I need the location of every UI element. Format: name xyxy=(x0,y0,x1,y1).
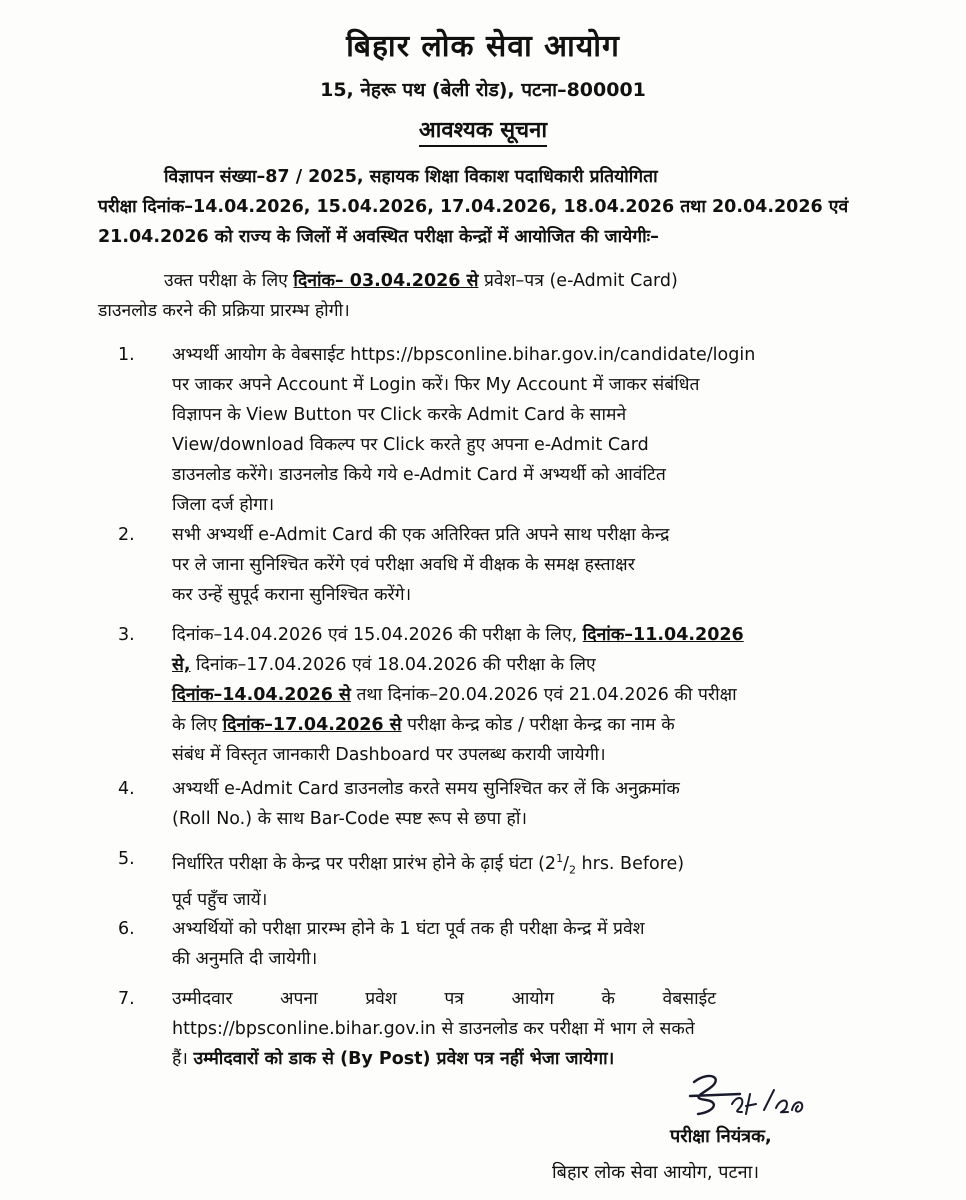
item-line: संबंध में विस्तृत जानकारी Dashboard पर उपलब्ध करायी जायेगी। xyxy=(172,745,606,765)
item-text xyxy=(172,774,862,834)
item5-sup: 1 xyxy=(556,852,564,865)
item-line xyxy=(172,844,862,885)
admit-line-2: डाउनलोड करने की प्रक्रिया प्रारम्भ होगी। xyxy=(98,301,350,321)
item-line: सभी अभ्यर्थी e-Admit Card की एक अतिरिक्त प्रति अपने साथ परीक्षा केन्द्र xyxy=(172,525,670,545)
item-line: पर ले जाना सुनिश्चित करेंगे एवं परीक्षा अवधि में वीक्षक के समक्ष हस्ताक्षर xyxy=(172,555,635,575)
item-line xyxy=(172,650,862,680)
item-line: अभ्यर्थी आयोग के वेबसाईट https://bpsconline.bihar.gov.in/candidate/login xyxy=(172,345,756,365)
item7-l3a: हैं। xyxy=(172,1049,194,1069)
intro-paragraph xyxy=(98,162,860,252)
designation: परीक्षा नियंत्रक, xyxy=(670,1126,772,1147)
item3-date-1: दिनांक–11.04.2026 xyxy=(582,625,744,645)
item-line: उम्मीदवार अपना प्रवेश पत्र आयोग के वेबसाईट xyxy=(172,989,717,1009)
item-text xyxy=(172,914,862,974)
item3-l4c: परीक्षा केन्द्र कोड / परीक्षा केन्द्र का नाम के xyxy=(401,715,675,735)
intro-line-3: 21.04.2026 को राज्य के जिलों में अवस्थित परीक्षा केन्द्रों में आयोजित की जायेगीः– xyxy=(98,227,659,247)
commission-title: बिहार लोक सेवा आयोग xyxy=(346,29,620,64)
office-name: बिहार लोक सेवा आयोग, पटना। xyxy=(552,1162,760,1183)
item3-l2b: दिनांक–17.04.2026 एवं 18.04.2026 की परीक्षा के लिए xyxy=(190,655,596,675)
signature xyxy=(680,1064,840,1124)
item3-l4a: के लिए xyxy=(172,715,223,735)
item3-l3b: तथा दिनांक–20.04.2026 एवं 21.04.2026 की परीक्षा xyxy=(350,685,737,705)
admit-line-1-a: उक्त परीक्षा के लिए xyxy=(164,271,294,291)
item-number: 6. xyxy=(118,919,135,939)
item-line: अभ्यर्थी e-Admit Card डाउनलोड करते समय सुनिश्चित कर लें कि अनुक्रमांक xyxy=(172,779,680,799)
commission-address: 15, नेहरू पथ (बेली रोड), पटना–800001 xyxy=(320,79,646,101)
item-line: पर जाकर अपने Account में Login करें। फिर My Account में जाकर संबंधित xyxy=(172,375,700,395)
item-text xyxy=(172,520,862,610)
item-number: 2. xyxy=(118,525,135,545)
signature-scribble-icon xyxy=(680,1064,840,1124)
item3-date-2: दिनांक–14.04.2026 से xyxy=(172,685,351,705)
item-line: View/download विकल्प पर Click करते हुए अपना e-Admit Card xyxy=(172,435,649,455)
item-number: 4. xyxy=(118,779,135,799)
item5-slash: / xyxy=(563,853,569,874)
item-line: डाउनलोड करेंगे। डाउनलोड किये गये e-Admit Card में अभ्यर्थी को आवंटित xyxy=(172,465,666,485)
item-line: जिला दर्ज होगा। xyxy=(172,495,275,515)
item-line: की अनुमति दी जायेगी। xyxy=(172,949,318,969)
notice-heading-text: आवश्यक सूचना xyxy=(419,118,547,147)
item7-no-post-notice: उम्मीदवारों को डाक से (By Post) प्रवेश पत्र नहीं भेजा जायेगा। xyxy=(193,1049,615,1069)
item-line: https://bpsconline.bihar.gov.in से डाउनलोड कर परीक्षा में भाग ले सकते xyxy=(172,1019,695,1039)
item-text xyxy=(172,620,862,770)
item-line xyxy=(172,620,862,650)
item-line xyxy=(172,710,862,740)
item-number: 1. xyxy=(118,345,135,365)
item-line: अभ्यर्थियों को परीक्षा प्रारम्भ होने के 1 घंटा पूर्व तक ही परीक्षा केन्द्र में प्रवेश xyxy=(172,919,645,939)
item3-l2a: से, xyxy=(172,655,191,675)
item-line xyxy=(172,680,862,710)
admit-line-1-c: प्रवेश–पत्र (e-Admit Card) xyxy=(478,271,678,291)
item-line: पूर्व पहुँच जायें। xyxy=(172,890,268,911)
notice-heading xyxy=(0,114,966,144)
intro-line-2: परीक्षा दिनांक–14.04.2026, 15.04.2026, 17.04.2026, 18.04.2026 तथा 20.04.2026 एवं xyxy=(98,197,849,217)
item-text xyxy=(172,340,862,520)
item5-l1b: hrs. Before) xyxy=(575,853,685,874)
item-number: 3. xyxy=(118,625,135,645)
item-text xyxy=(172,844,862,915)
item3-date-3: दिनांक–17.04.2026 से xyxy=(222,715,402,735)
item-number: 7. xyxy=(118,989,135,1009)
admit-card-paragraph xyxy=(98,266,860,326)
item-line: विज्ञापन के View Button पर Click करके Admit Card के सामने xyxy=(172,405,627,425)
item5-l1a: निर्धारित परीक्षा के केन्द्र पर परीक्षा प्रारंभ होने के ढ़ाई घंटा (2 xyxy=(172,853,557,874)
intro-line-1: विज्ञापन संख्या–87 / 2025, सहायक शिक्षा विकाश पदाधिकारी प्रतियोगिता xyxy=(164,167,658,187)
item-line: (Roll No.) के साथ Bar-Code स्पष्ट रूप से छपा हों। xyxy=(172,809,528,829)
item-line: कर उन्हें सुपूर्द कराना सुनिश्चित करेंगे। xyxy=(172,585,412,605)
admit-line-1 xyxy=(98,266,860,296)
item3-l1a: दिनांक–14.04.2026 एवं 15.04.2026 की परीक्षा के लिए, xyxy=(172,625,583,645)
item-text xyxy=(172,984,862,1074)
admit-start-date: दिनांक– 03.04.2026 से xyxy=(293,271,479,291)
item-number: 5. xyxy=(118,849,135,869)
item5-sub: 2 xyxy=(568,863,576,877)
